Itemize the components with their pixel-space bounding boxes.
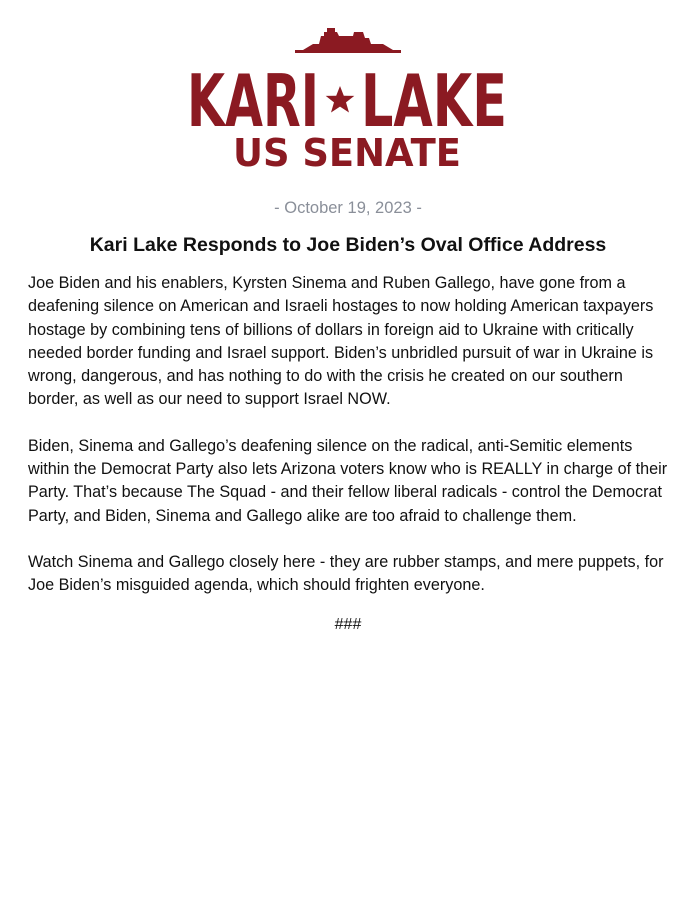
logo-graphic bbox=[183, 26, 513, 176]
headline: Kari Lake Responds to Joe Biden’s Oval Office Address bbox=[89, 234, 607, 256]
paragraph-1: Joe Biden and his enablers, Kyrsten Sinema and Ruben Gallego, have gone from a deafening silence on American and Israeli hostages to now holding American taxpayers hostage by combining tens of billions of dollars in foreign aid to Ukraine with critically needed border funding and Israel support. Biden’s unbridled pursuit of war in Ukraine is wrong, dangerous, and has nothing to do with the crisis he created on our southern border, as well as our need to support Israel NOW. bbox=[28, 274, 654, 409]
campaign-logo bbox=[0, 26, 696, 176]
mesa-icon bbox=[295, 28, 401, 53]
paragraph-2: Biden, Sinema and Gallego’s deafening silence on the radical, anti-Semitic elements within the Democrat Party also lets Arizona voters know who is REALLY in charge of their Party. That’s because The Squad - and their fellow liberal radicals - control the Democrat Party, and Biden, Sinema and Gallego alike are too afraid to challenge them. bbox=[28, 436, 668, 525]
star-icon bbox=[326, 86, 355, 113]
logo-kari: KARI bbox=[187, 59, 319, 143]
paragraph-3: Watch Sinema and Gallego closely here - they are rubber stamps, and mere puppets, for Joe Biden’s misguided agenda, which should frighten everyone. bbox=[28, 552, 664, 595]
release-body bbox=[28, 272, 668, 621]
release-date: - October 19, 2023 - bbox=[274, 199, 422, 217]
end-mark: ### bbox=[334, 616, 362, 633]
logo-us-senate: US SENATE bbox=[233, 131, 461, 175]
logo-lake: LAKE bbox=[361, 59, 507, 143]
